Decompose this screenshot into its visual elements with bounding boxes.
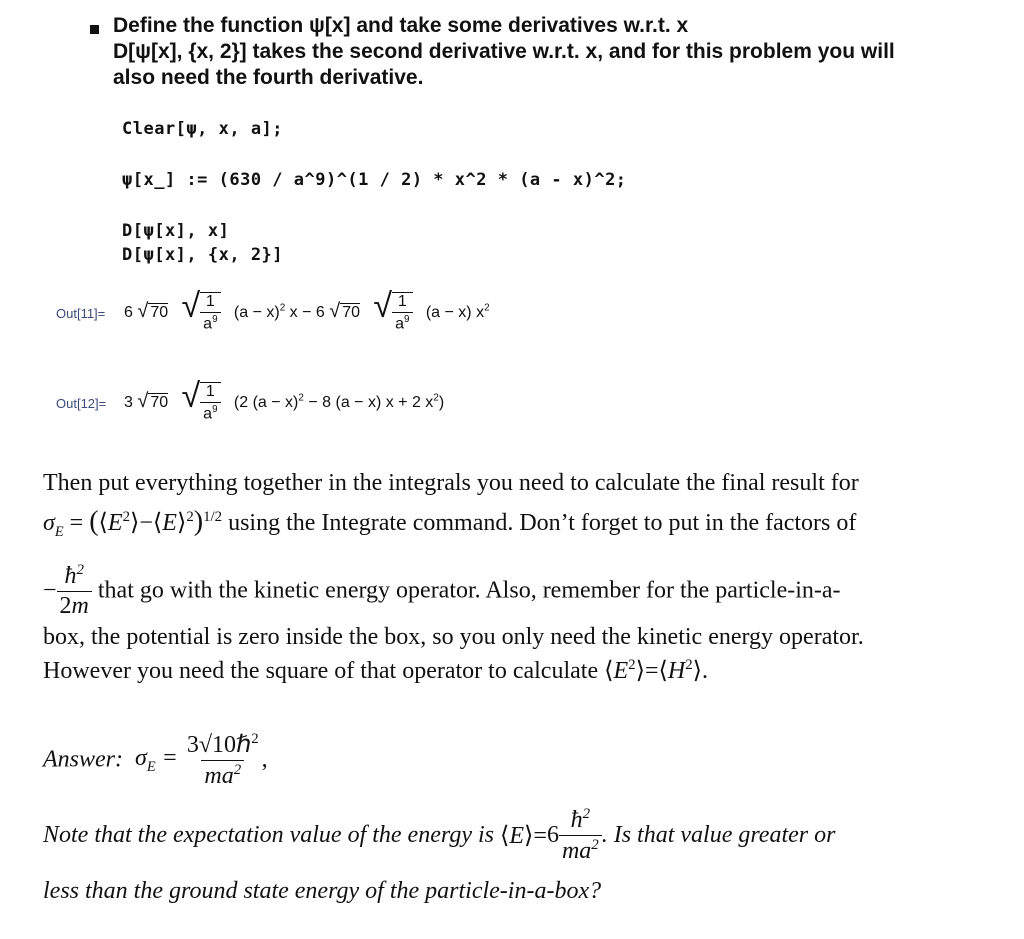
prose-line-1: Then put everything together in the integrals you need to calculate the final result for: [43, 470, 859, 496]
out11-coef2: 6: [315, 304, 325, 321]
out11-frac1-exp: 9: [212, 314, 218, 326]
answer-fraction: $\frac{3√10\hbar^2}{ma^2}$: [186, 731, 259, 789]
prose-line-3-text: that go with the kinetic energy operator. Also, remember for the particle-in-a-: [91, 577, 841, 604]
out11-term2: (a − x) x: [425, 304, 485, 321]
hbar-frac: $\frac{ħ^2}{2m}$: [57, 562, 92, 620]
radical-icon: √: [373, 287, 393, 325]
output-expression-12: [124, 377, 444, 423]
out11-frac2-exp: 9: [403, 314, 410, 326]
note-line-1-post: . Is that value greater or: [601, 822, 836, 848]
answer-denominator: ma: [204, 763, 234, 789]
out12-body-exp: 2: [298, 392, 304, 404]
out11-frac1: [200, 292, 220, 333]
out12-frac: [200, 382, 220, 423]
answer-sigma: $\sigma_E$ =: [135, 744, 178, 775]
radical-icon: √: [181, 287, 201, 325]
prose-line-5: [43, 656, 708, 685]
out11-term1-exp: 2: [279, 302, 286, 314]
note-line-1: Note that the expectation value of the energy is ⟨E⟩=6 $\frac{ħ^2}{ma^2}$ . Is that value greater or: [43, 806, 836, 864]
out12-root: 70: [150, 394, 169, 411]
note-line-1-pre: Note that the expectation value of the energy is: [43, 822, 500, 848]
note-fraction: $\frac{ħ^2}{ma^2}$: [559, 806, 602, 865]
out11-term1: (a − x): [233, 304, 280, 321]
code-derivative-2[interactable]: D[ψ[x], {x, 2}]: [122, 245, 284, 265]
out12-frac-num: 1: [205, 383, 215, 401]
code-derivative-1[interactable]: D[ψ[x], x]: [122, 221, 230, 241]
out12-frac-exp: 9: [212, 404, 218, 416]
out11-frac1-den: a: [203, 315, 213, 333]
instruction-line-2: D[ψ[x], {x, 2}] takes the second derivative w.r.t. x, and for this problem you will: [113, 40, 895, 63]
radical-icon: √: [137, 390, 149, 412]
prose-line-4: box, the potential is zero inside the box, so you only need the kinetic energy operator.: [43, 624, 864, 650]
radical-icon: √: [329, 300, 341, 322]
out12-frac-den: a: [203, 405, 213, 423]
note-coef: 6: [546, 822, 559, 848]
output-expression-11: [124, 287, 490, 333]
code-clear[interactable]: Clear[ψ, x, a];: [122, 119, 284, 139]
out11-root1: 70: [150, 304, 169, 321]
instruction-line-3: also need the fourth derivative.: [113, 66, 424, 89]
out11-frac2-num: 1: [397, 293, 407, 311]
out12-body: (2 (a − x): [233, 394, 299, 411]
radical-icon: √: [181, 377, 201, 415]
out12-body2: − 8 (a − x) x + 2 x: [303, 394, 434, 411]
out12-coef: 3: [124, 394, 133, 411]
note-line-2: less than the ground state energy of the particle-in-a-box?: [43, 878, 602, 904]
expectation-e2-h2: $⟨E^2⟩=⟨H^2⟩$.: [604, 657, 708, 684]
prose-line-5-text: However you need the square of that operator to calculate: [43, 658, 605, 684]
out11-frac1-num: 1: [205, 293, 215, 311]
answer-line: [43, 730, 268, 790]
prose-line-2-tail: using the Integrate command. Don’t forget to put in the factors of: [222, 510, 857, 536]
radical-icon: √: [137, 300, 149, 322]
out11-term2-exp: 2: [484, 302, 490, 314]
out11-root2: 70: [342, 304, 361, 321]
answer-numerator: 3√10ℏ: [186, 732, 252, 758]
code-definition[interactable]: ψ[x_] := (630 / a^9)^(1 / 2) * x^2 * (a - x)^2;: [122, 170, 627, 190]
prose-line-2: $\sigma_E$ = $(⟨E^2⟩-⟨E⟩^2)^{1/2}$ using the Integrate command. Don’t forget to put in the factors of: [43, 506, 857, 540]
answer-tail: ,: [261, 746, 268, 773]
prose-line-3: − $\frac{ħ^2}{2m}$ that go with the kinetic energy operator. Also, remember for the particle-in-a-: [43, 562, 841, 619]
answer-label: Answer:: [43, 746, 123, 773]
bullet-marker: [90, 25, 99, 34]
out12-body2-exp: 2: [433, 392, 439, 404]
instruction-line-1: Define the function ψ[x] and take some derivatives w.r.t. x: [113, 14, 689, 37]
out11-term1b: x −: [285, 304, 316, 321]
out11-frac2: [392, 292, 412, 333]
out11-frac2-den: a: [395, 315, 404, 333]
output-label-12: Out[12]=: [56, 396, 107, 411]
out11-coef1: 6: [124, 304, 133, 321]
sigma-e-formula: $\sigma_E$: [43, 510, 64, 540]
out12-close: ): [438, 394, 445, 411]
output-label-11: Out[11]=: [56, 306, 106, 321]
